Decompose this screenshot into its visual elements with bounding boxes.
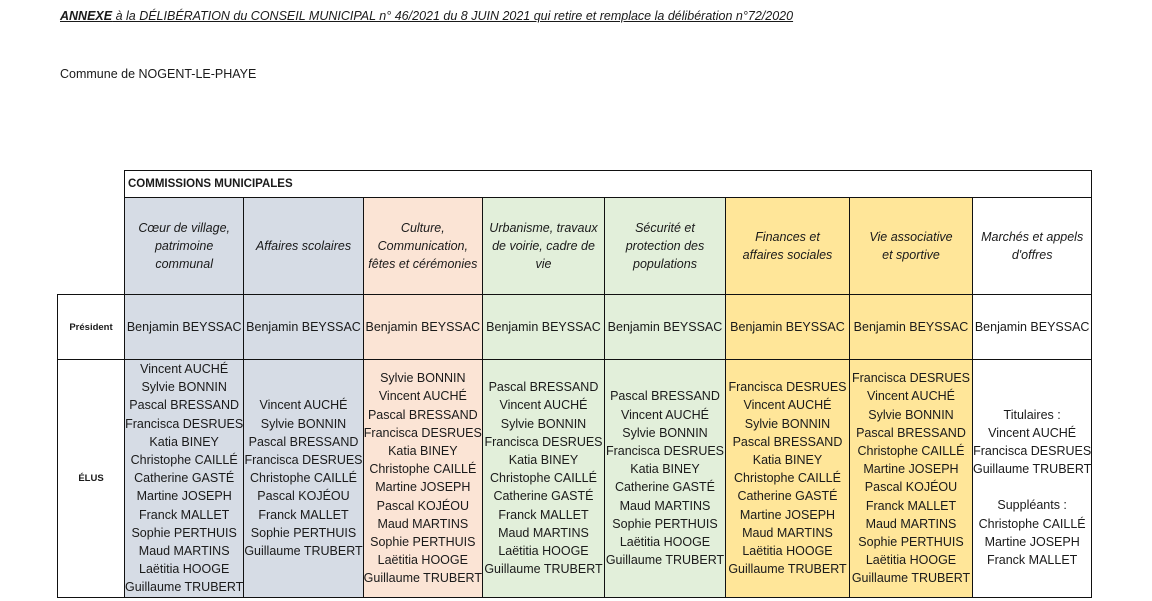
elu-name: Franck MALLET <box>865 498 957 513</box>
elu-name: Maud MARTINS <box>619 498 711 513</box>
elu-name: Maud MARTINS <box>498 525 589 540</box>
elu-name: Laëtitia HOOGE <box>377 553 468 568</box>
annexe-text: à la DÉLIBÉRATION du CONSEIL MUNICIPAL n° 46/2021 du 8 JUIN 2021 qui retire et remplace la délibération n°72/2020 <box>112 9 794 23</box>
commission-header-line: Marchés et appels <box>981 230 1084 244</box>
spacer <box>973 478 1091 496</box>
commission-header-line: vie <box>535 257 552 271</box>
elu-name: Catherine GASTÉ <box>493 489 594 504</box>
elus-cell <box>363 360 482 598</box>
elu-name: Catherine GASTÉ <box>134 471 235 486</box>
commission-header <box>363 198 482 295</box>
elu-name: Guillaume TRUBERT <box>851 571 971 586</box>
elu-name: Guillaume TRUBERT <box>125 580 244 595</box>
elu-name: Christophe CAILLÉ <box>857 443 965 458</box>
elus-cell <box>972 360 1091 598</box>
elu-name: Francisca DESRUES <box>851 371 971 386</box>
titulaire-name: Guillaume TRUBERT <box>972 462 1092 477</box>
elu-name: Vincent AUCHÉ <box>620 407 709 422</box>
commission-header-line: communal <box>155 257 213 271</box>
table-title: COMMISSIONS MUNICIPALES <box>125 171 1092 198</box>
elus-cell <box>849 360 972 598</box>
commission-header-line: Cœur de village, <box>138 221 231 235</box>
elu-name: Franck MALLET <box>498 507 589 522</box>
elu-name: Francisca DESRUES <box>728 380 847 395</box>
commission-header <box>244 198 363 295</box>
elu-name: Francisca DESRUES <box>484 434 603 449</box>
elu-name: Sylvie BONNIN <box>141 380 227 395</box>
elu-name: Christophe CAILLÉ <box>249 471 357 486</box>
elu-name: Pascal BRESSAND <box>488 380 599 395</box>
commission-header-line: de voirie, cadre de <box>492 239 595 253</box>
president-row <box>58 295 1092 360</box>
elu-name: Pascal BRESSAND <box>610 389 720 404</box>
header-row <box>58 198 1092 295</box>
commission-header <box>604 198 725 295</box>
elu-name: Francisca DESRUES <box>605 443 725 458</box>
president-cell <box>363 295 482 360</box>
commission-header-line: Communication, <box>377 239 468 253</box>
elu-name: Sylvie BONNIN <box>260 416 347 431</box>
elu-name: Katia BINEY <box>630 462 700 477</box>
row-label-elus: ÉLUS <box>58 360 125 598</box>
elu-name: Franck MALLET <box>139 507 230 522</box>
president-name: Benjamin BEYSSAC <box>246 319 361 334</box>
elu-name: Pascal BRESSAND <box>367 407 478 422</box>
elu-name: Christophe CAILLÉ <box>489 471 597 486</box>
corner-blank <box>58 198 125 295</box>
elu-name: Catherine GASTÉ <box>614 480 715 495</box>
elus-cell <box>244 360 363 598</box>
elu-name: Guillaume TRUBERT <box>605 553 725 568</box>
elu-name: Sophie PERTHUIS <box>612 516 718 531</box>
elu-name: Pascal KOJÉOU <box>257 489 350 504</box>
annexe-heading <box>60 9 793 23</box>
commune-name: Commune de NOGENT-LE-PHAYE <box>60 67 257 81</box>
elus-row <box>58 360 1092 598</box>
title-row <box>58 171 1092 198</box>
elu-name: Guillaume TRUBERT <box>363 571 482 586</box>
president-name: Benjamin BEYSSAC <box>486 319 601 334</box>
elu-name: Sylvie BONNIN <box>744 416 831 431</box>
elu-name: Vincent AUCHÉ <box>743 398 832 413</box>
elu-name: Sylvie BONNIN <box>868 407 954 422</box>
elu-name: Katia BINEY <box>149 434 219 449</box>
commission-header <box>849 198 972 295</box>
elu-name: Martine JOSEPH <box>739 507 836 522</box>
elus-cell <box>725 360 849 598</box>
president-cell <box>849 295 972 360</box>
elu-name: Sylvie BONNIN <box>622 425 708 440</box>
elu-name: Pascal BRESSAND <box>856 425 966 440</box>
elu-name: Franck MALLET <box>258 507 349 522</box>
president-name: Benjamin BEYSSAC <box>126 319 242 334</box>
elus-cell <box>482 360 604 598</box>
commission-header-line: et sportive <box>882 248 940 262</box>
commission-header-line: Culture, <box>400 221 445 235</box>
suppleants-label: Suppléants : <box>997 498 1067 513</box>
commission-header-line: Finances et <box>755 230 820 244</box>
elu-name: Pascal BRESSAND <box>248 434 359 449</box>
commission-header-line: affaires sociales <box>742 248 833 262</box>
elu-name: Maud MARTINS <box>865 516 957 531</box>
titulaires-label: Titulaires : <box>1003 407 1061 422</box>
commission-header-line: Urbanisme, travaux <box>489 221 598 235</box>
commission-header-line: fêtes et cérémonies <box>368 257 478 271</box>
commission-header-line: Sécurité et <box>635 221 695 235</box>
corner-blank <box>58 171 125 198</box>
elu-name: Francisca DESRUES <box>125 416 244 431</box>
elu-name: Sophie PERTHUIS <box>370 534 476 549</box>
commission-header <box>482 198 604 295</box>
elu-name: Sylvie BONNIN <box>380 371 466 386</box>
elu-name: Guillaume TRUBERT <box>244 544 363 559</box>
titulaire-name: Francisca DESRUES <box>973 443 1092 458</box>
spacer <box>973 388 1091 406</box>
elu-name: Pascal KOJÉOU <box>864 480 958 495</box>
commission-header <box>725 198 849 295</box>
elu-name: Vincent AUCHÉ <box>866 389 955 404</box>
commission-header-line: protection des <box>625 239 705 253</box>
elu-name: Sophie PERTHUIS <box>250 525 357 540</box>
suppleant-name: Franck MALLET <box>986 552 1078 567</box>
president-name: Benjamin BEYSSAC <box>365 319 481 334</box>
elu-name: Pascal KOJÉOU <box>376 498 470 513</box>
elu-name: Guillaume TRUBERT <box>728 562 847 577</box>
elu-name: Katia BINEY <box>388 443 458 458</box>
elu-name: Martine JOSEPH <box>863 462 959 477</box>
elu-name: Vincent AUCHÉ <box>499 398 588 413</box>
elu-name: Martine JOSEPH <box>136 489 232 504</box>
titulaire-name: Vincent AUCHÉ <box>988 425 1077 440</box>
elu-name: Martine JOSEPH <box>375 480 471 495</box>
suppleant-name: Martine JOSEPH <box>984 534 1080 549</box>
president-name: Benjamin BEYSSAC <box>974 319 1090 334</box>
elu-name: Katia BINEY <box>752 453 823 468</box>
annexe-label: ANNEXE <box>60 9 113 23</box>
elu-name: Francisca DESRUES <box>244 453 363 468</box>
elu-name: Laëtitia HOOGE <box>742 544 833 559</box>
row-label-president: Président <box>58 295 125 360</box>
commission-header-line: populations <box>633 257 697 271</box>
president-cell <box>244 295 363 360</box>
elu-name: Laëtitia HOOGE <box>498 544 589 559</box>
elu-name: Sophie PERTHUIS <box>858 534 964 549</box>
president-cell <box>482 295 604 360</box>
elus-cell <box>604 360 725 598</box>
elu-name: Christophe CAILLÉ <box>130 453 238 468</box>
elu-name: Vincent AUCHÉ <box>140 362 229 376</box>
elu-name: Sylvie BONNIN <box>500 416 587 431</box>
elu-name: Francisca DESRUES <box>363 425 482 440</box>
elu-name: Maud MARTINS <box>377 516 469 531</box>
elu-name: Laëtitia HOOGE <box>619 534 711 549</box>
commission-header-line: Vie associative <box>869 230 953 244</box>
elus-cell <box>125 360 244 598</box>
elu-name: Christophe CAILLÉ <box>369 462 477 477</box>
commission-header <box>972 198 1091 295</box>
elu-name: Katia BINEY <box>508 453 579 468</box>
elu-name: Sophie PERTHUIS <box>131 525 237 540</box>
president-name: Benjamin BEYSSAC <box>607 319 723 334</box>
commission-header-line: patrimoine <box>154 239 214 253</box>
commissions-table <box>57 170 1092 598</box>
commission-header <box>125 198 244 295</box>
elu-name: Christophe CAILLÉ <box>733 471 841 486</box>
elu-name: Pascal BRESSAND <box>732 434 843 449</box>
elu-name: Vincent AUCHÉ <box>259 398 348 413</box>
elu-name: Vincent AUCHÉ <box>378 389 467 404</box>
elu-name: Maud MARTINS <box>138 544 230 559</box>
president-name: Benjamin BEYSSAC <box>730 319 845 334</box>
elu-name: Pascal BRESSAND <box>129 398 240 413</box>
elu-name: Laëtitia HOOGE <box>139 562 230 577</box>
suppleant-name: Christophe CAILLÉ <box>978 516 1086 531</box>
elu-name: Laëtitia HOOGE <box>865 553 957 568</box>
president-cell <box>725 295 849 360</box>
president-name: Benjamin BEYSSAC <box>853 319 969 334</box>
president-cell <box>604 295 725 360</box>
elu-name: Maud MARTINS <box>742 525 833 540</box>
president-cell <box>125 295 244 360</box>
elu-name: Guillaume TRUBERT <box>484 562 603 577</box>
commission-header-line: Affaires scolaires <box>255 239 352 253</box>
commission-header-line: d'offres <box>1011 248 1053 262</box>
elu-name: Catherine GASTÉ <box>737 489 838 504</box>
president-cell <box>972 295 1091 360</box>
